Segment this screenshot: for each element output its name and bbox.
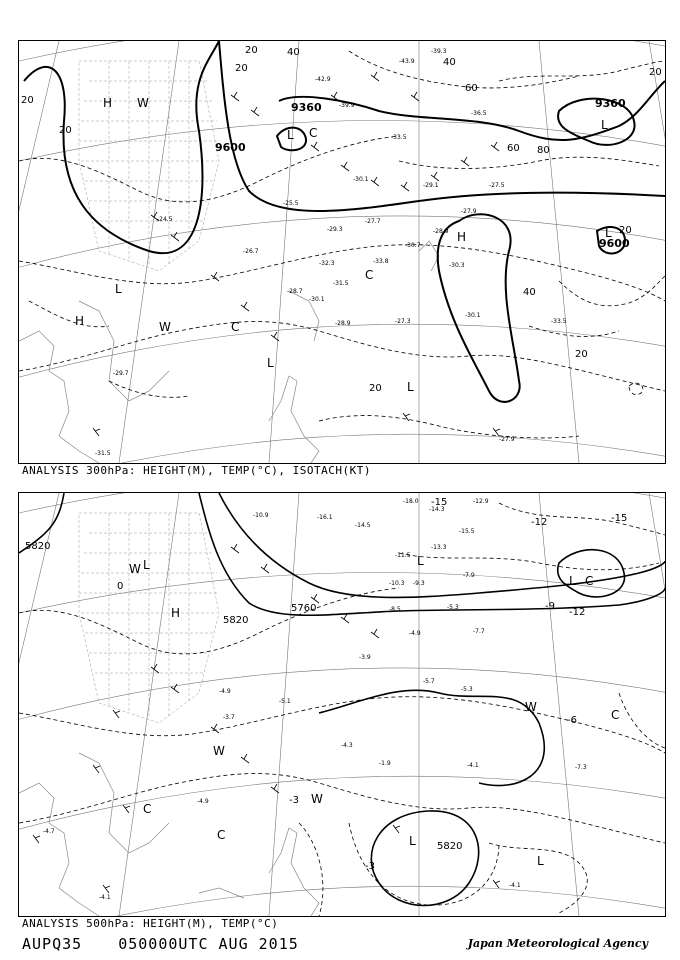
pressure-center: C — [365, 268, 374, 282]
pressure-center: L — [115, 282, 122, 296]
temperature-value: -4.9 — [197, 798, 209, 805]
isotach-label: 60 — [507, 143, 520, 154]
pressure-center: C — [143, 802, 152, 816]
temperature-value: -16.1 — [317, 514, 333, 521]
isotach-label: 60 — [465, 83, 478, 94]
isotherm-label: -12 — [569, 607, 586, 618]
isotherm-lines — [19, 503, 665, 916]
temperature-value: -27.9 — [461, 208, 477, 215]
isotherm-label: -15 — [611, 513, 628, 524]
map-500hpa — [18, 492, 666, 917]
temperature-value: -1.9 — [379, 760, 391, 767]
pressure-center: L — [417, 554, 424, 568]
temperature-value: -11.5 — [395, 552, 411, 559]
height-label: 9360 — [291, 101, 322, 114]
temperature-value: -4.9 — [219, 688, 231, 695]
height-label: 5820 — [223, 615, 249, 626]
temperature-value: -27.5 — [489, 182, 505, 189]
temperature-value: -28.7 — [287, 288, 303, 295]
temperature-value: -39.9 — [339, 102, 355, 109]
temperature-value: -30.3 — [449, 262, 465, 269]
temperature-value: -3.7 — [223, 714, 235, 721]
pressure-center: L — [407, 380, 414, 394]
chart-id: AUPQ35 — [22, 935, 83, 953]
temperature-value: -7.9 — [463, 572, 475, 579]
temperature-value: -28.9 — [433, 228, 449, 235]
temperature-value: -31.5 — [333, 280, 349, 287]
agency-name: Japan Meteorological Agency — [467, 937, 648, 950]
map-500hpa-canvas — [19, 493, 665, 916]
pressure-center: H — [171, 606, 181, 620]
temperature-value: -27.9 — [499, 436, 515, 443]
temperature-value: -4.1 — [509, 882, 521, 889]
pressure-center: C — [585, 574, 594, 588]
isotach-labels — [21, 45, 662, 394]
temperature-value: -42.9 — [315, 76, 331, 83]
isotherm-label: -3 — [289, 795, 299, 806]
isotherm-label: -6 — [567, 715, 577, 726]
pressure-center: W — [129, 562, 141, 576]
temperature-value: -27.7 — [365, 218, 381, 225]
temperature-value: -5.3 — [461, 686, 473, 693]
isotach-label: 20 — [575, 349, 588, 360]
temperature-value: -31.5 — [95, 450, 111, 457]
pressure-center: W — [137, 96, 149, 110]
temperature-value: -4.9 — [409, 630, 421, 637]
temperature-value: -14.5 — [355, 522, 371, 529]
pressure-centers — [75, 96, 612, 394]
temperature-value: -36.5 — [471, 110, 487, 117]
caption-500hpa: ANALYSIS 500hPa: HEIGHT(M), TEMP(°C) — [22, 917, 279, 930]
hatched-region — [79, 513, 219, 723]
temperature-value: -4.7 — [43, 828, 55, 835]
temperature-value: -29.1 — [423, 182, 439, 189]
isotach-label: 20 — [649, 67, 662, 78]
pressure-center: L — [569, 574, 576, 588]
height-contours — [24, 41, 665, 402]
isotherm-label: -15 — [431, 497, 448, 508]
temperature-value: -13.3 — [431, 544, 447, 551]
isotach-label: 20 — [235, 63, 248, 74]
temperature-value: -33.8 — [373, 258, 389, 265]
temperature-value: -33.5 — [551, 318, 567, 325]
temperature-value: -39.3 — [431, 48, 447, 55]
coastline — [19, 753, 319, 916]
isotach-label: 20 — [59, 125, 72, 136]
pressure-center: C — [611, 708, 620, 722]
pressure-center: C — [217, 828, 226, 842]
pressure-center: L — [409, 834, 416, 848]
temperature-value: -4.1 — [99, 894, 111, 901]
isotach-label: 20 — [619, 225, 632, 236]
temperature-value: -33.5 — [391, 134, 407, 141]
isotherm-label: -9 — [545, 601, 555, 612]
pressure-center: H — [103, 96, 113, 110]
temperature-value: -10.9 — [253, 512, 269, 519]
pressure-center: L — [287, 128, 294, 142]
temperature-value: -5.1 — [279, 698, 291, 705]
temperature-value: -30.1 — [465, 312, 481, 319]
pressure-center: L — [143, 558, 150, 572]
pressure-center: H — [75, 314, 85, 328]
map-300hpa-canvas — [19, 41, 665, 463]
temperature-value: -30.1 — [309, 296, 325, 303]
temperature-value: -29.3 — [327, 226, 343, 233]
pressure-center: W — [525, 700, 537, 714]
height-label: 9360 — [595, 97, 626, 110]
height-label: 9600 — [599, 237, 630, 250]
temperature-value: -9.3 — [413, 580, 425, 587]
temperature-value: -4.3 — [341, 742, 353, 749]
temperature-value: -10.3 — [389, 580, 405, 587]
temperature-value: -30.1 — [353, 176, 369, 183]
isotach-label: 20 — [369, 383, 382, 394]
temperature-value: -18.0 — [403, 498, 419, 505]
temperature-value: -7.7 — [473, 628, 485, 635]
temperature-value: -12.9 — [473, 498, 489, 505]
temperature-value: -30.7 — [405, 242, 421, 249]
height-contours — [19, 493, 665, 906]
pressure-center: L — [267, 356, 274, 370]
height-label: 5820 — [437, 841, 463, 852]
pressure-center: L — [605, 226, 612, 240]
temperature-value: -5.3 — [447, 604, 459, 611]
height-label: 5760 — [291, 603, 317, 614]
isotach-label: 40 — [287, 47, 300, 58]
isotach-label: 20 — [245, 45, 258, 56]
temperature-value: -28.9 — [335, 320, 351, 327]
temperature-value: -24.5 — [157, 216, 173, 223]
temperature-value: -29.7 — [113, 370, 129, 377]
isotherm-label: 0 — [117, 581, 124, 592]
coastline — [19, 241, 439, 463]
isotherm-label: -3 — [365, 861, 375, 872]
height-labels — [215, 97, 630, 250]
pressure-center: H — [457, 230, 467, 244]
temperature-value: -27.3 — [395, 318, 411, 325]
temperature-value: -3.9 — [359, 654, 371, 661]
isotach-label: 80 — [537, 145, 550, 156]
temperature-value: -4.1 — [467, 762, 479, 769]
temperature-value: -32.3 — [319, 260, 335, 267]
temperature-value: -14.3 — [429, 506, 445, 513]
temperature-value: -25.5 — [283, 200, 299, 207]
valid-time: 050000UTC AUG 2015 — [118, 935, 299, 953]
temperature-value: -8.5 — [389, 606, 401, 613]
pressure-center: W — [159, 320, 171, 334]
pressure-center: W — [213, 744, 225, 758]
height-label: 9600 — [215, 141, 246, 154]
isotach-label: 40 — [443, 57, 456, 68]
pressure-center: W — [311, 792, 323, 806]
height-label: 5820 — [25, 541, 51, 552]
temperature-value: -5.7 — [423, 678, 435, 685]
caption-300hpa: ANALYSIS 300hPa: HEIGHT(M), TEMP(°C), ISOTACH(KT) — [22, 464, 372, 477]
temperature-value: -7.3 — [575, 764, 587, 771]
pressure-center: L — [537, 854, 544, 868]
isotach-label: 40 — [523, 287, 536, 298]
wind-barbs — [93, 72, 500, 436]
isotach-label: 20 — [21, 95, 34, 106]
map-300hpa — [18, 40, 666, 464]
isotherm-label: -12 — [531, 517, 548, 528]
temperature-value: -15.5 — [459, 528, 475, 535]
pressure-center: C — [309, 126, 318, 140]
height-labels — [25, 541, 462, 852]
temperature-value: -43.9 — [399, 58, 415, 65]
pressure-center: L — [601, 118, 608, 132]
temperature-value: -26.7 — [243, 248, 259, 255]
chart-header — [22, 935, 325, 953]
pressure-center: C — [231, 320, 240, 334]
